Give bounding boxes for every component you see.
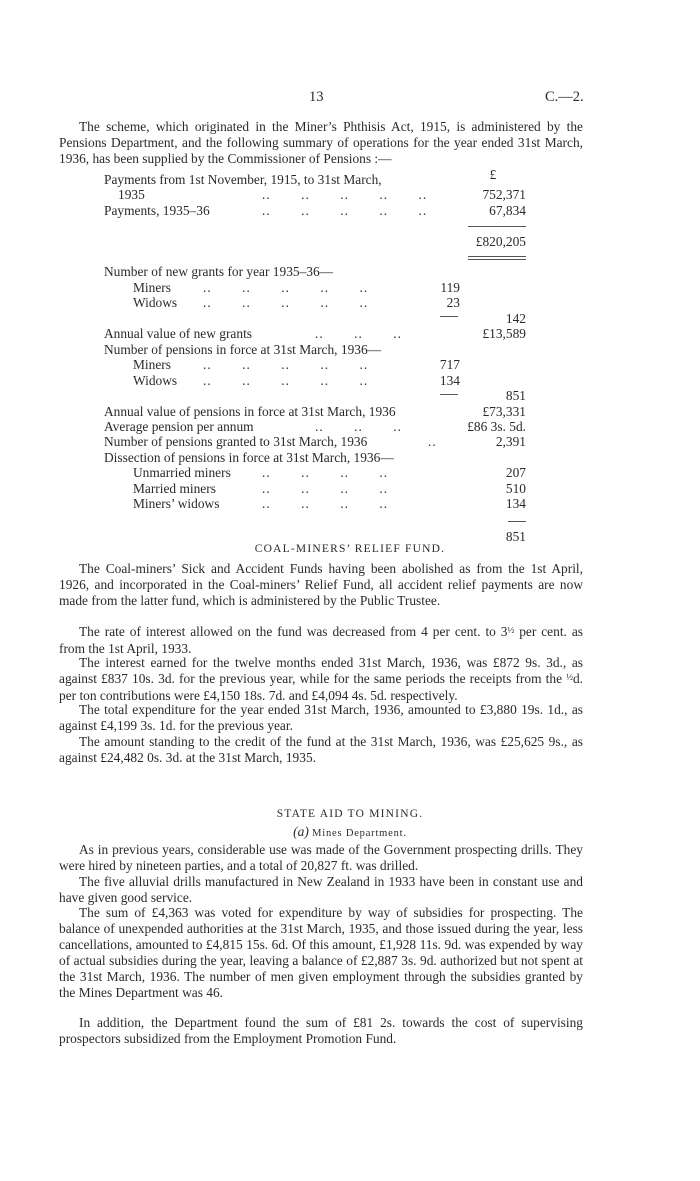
widows-in-force: 134 xyxy=(439,373,460,388)
state-aid-paragraph-3: The sum of £4,363 was voted for expenditure by way of subsidies for prospecting. The balance of unexpended authorities at the 31st March, 1935, and those issued during the year, less cancellations, amounted to £4,815 15s. 6d. Of this amount, £1,928 11s. 9d. was expended by way of actual subsidies during the year, leaving a balance of £2,887 3s. 9d. authorized but not spent at the 31st March, 1936. The number of men given employment through the subsidies granted by the Mines Department was 46. xyxy=(59,905,583,1000)
miners-label: Miners xyxy=(133,280,171,295)
miners-widows-value: 134 xyxy=(505,496,526,511)
dissection-total: 851 xyxy=(505,529,526,544)
document-reference: C.—2. xyxy=(545,89,584,105)
fraction-half: ½ xyxy=(566,672,573,682)
annual-in-force-value: £73,331 xyxy=(482,404,526,419)
annual-in-force-label: Annual value of pensions in force at 31st March, 1936 xyxy=(104,404,396,419)
widows-label: Widows xyxy=(133,373,178,388)
fraction-half: ½ xyxy=(507,625,515,635)
miners-new-grants: 119 xyxy=(440,280,460,295)
widows-new-grants: 23 xyxy=(446,295,460,310)
payments-total: £820,205 xyxy=(475,234,526,249)
subsection-heading-mines-department xyxy=(0,824,700,840)
miners-widows-label: Miners’ widows xyxy=(133,496,220,511)
leader-dots: .. .. .. .. .. xyxy=(203,373,369,388)
pensions-in-force-label: Number of pensions in force at 31st March, 1936— xyxy=(104,342,382,357)
section-heading-coal-miners: COAL-MINERS’ RELIEF FUND. xyxy=(254,543,446,555)
average-pension-label: Average pension per annum xyxy=(104,419,254,434)
leader-dots: .. .. .. .. xyxy=(262,465,389,480)
coal-paragraph-2 xyxy=(59,624,583,657)
payments-line-1a: Payments from 1st November, 1915, to 31st March, xyxy=(104,172,382,187)
pensions-granted-label: Number of pensions granted to 31st March, 1936 xyxy=(104,434,368,449)
annual-new-grants-value: £13,589 xyxy=(482,326,526,341)
widows-label: Widows xyxy=(133,295,178,310)
subsection-title: Mines Department. xyxy=(312,828,407,839)
leader-dots: .. .. .. .. .. xyxy=(262,203,428,218)
state-aid-paragraph-2: The five alluvial drills manufactured in New Zealand in 1933 have been in constant use and have given good service. xyxy=(59,874,583,905)
leader-dots: .. .. .. xyxy=(315,326,402,341)
leader-dots: .. .. .. .. .. xyxy=(203,280,369,295)
average-pension-value: £86 3s. 5d. xyxy=(467,419,526,434)
leader-dots: .. .. .. .. xyxy=(262,496,389,511)
coal-paragraph-3-text: The interest earned for the twelve months ended 31st March, 1936, was £872 9s. 3d., as against £837 10s. 3d. for the previous year, while for the same periods the receipts from the xyxy=(59,655,583,686)
total-double-rule-bottom xyxy=(468,259,526,260)
page-number: 13 xyxy=(309,89,324,105)
miners-in-force: 717 xyxy=(439,357,460,372)
new-grants-label: Number of new grants for year 1935–36— xyxy=(104,264,334,279)
coal-paragraph-3-text-end: d. per ton contributions were £4,150 18s. 7d. and £4,094 4s. 5d. respectively. xyxy=(59,671,583,703)
leader-dots: .. xyxy=(428,434,437,449)
leader-dots: .. .. .. .. .. xyxy=(262,187,428,202)
coal-paragraph-5: The amount standing to the credit of the fund at the 31st March, 1936, was £25,625 9s., as against £24,482 0s. 3d. at the 31st March, 1935. xyxy=(59,734,583,765)
intro-paragraph: The scheme, which originated in the Miner’s Phthisis Act, 1915, is administered by the Pensions Department, and the following summary of operations for the year ended 31st March, 1936, has been supplied by the Commissioner of Pensions :— xyxy=(59,119,583,166)
annual-new-grants-label: Annual value of new grants xyxy=(104,326,252,341)
payments-line-1b: 1935 xyxy=(118,187,145,202)
dissection-label: Dissection of pensions in force at 31st March, 1936— xyxy=(104,450,394,465)
leader-dots: .. .. .. xyxy=(315,419,402,434)
state-aid-paragraph-1: As in previous years, considerable use was made of the Government prospecting drills. They were hired by nineteen parties, and a total of 20,827 ft. was drilled. xyxy=(59,842,583,873)
pensions-granted-value: 2,391 xyxy=(495,434,526,449)
unmarried-miners-label: Unmarried miners xyxy=(133,465,231,480)
coal-paragraph-1: The Coal-miners’ Sick and Accident Funds having been abolished as from the 1st April, 1926, and incorporated in the Coal-miners’ Relief Fund, all accident relief payments are now made from the latter fund, which is administered by the Public Trustee. xyxy=(59,561,583,608)
subtotal-rule xyxy=(468,226,526,227)
unmarried-miners-value: 207 xyxy=(505,465,526,480)
page-header xyxy=(0,89,700,109)
married-miners-value: 510 xyxy=(505,481,526,496)
payments-line-2: Payments, 1935–36 xyxy=(104,203,210,218)
coal-paragraph-4: The total expenditure for the year ended 31st March, 1936, amounted to £3,880 19s. 1d., as against £4,199 3s. 1d. for the previous year. xyxy=(59,702,583,733)
payments-value-2: 67,834 xyxy=(489,203,526,218)
coal-paragraph-2-text-end: per cent. as from the 1st April, 1933. xyxy=(59,624,583,656)
sum-rule xyxy=(508,521,526,522)
married-miners-label: Married miners xyxy=(133,481,216,496)
total-double-rule-top xyxy=(468,256,526,257)
payments-value-1: 752,371 xyxy=(482,187,526,202)
pensions-in-force-total: 851 xyxy=(505,388,526,403)
miners-label: Miners xyxy=(133,357,171,372)
leader-dots: .. .. .. .. xyxy=(262,481,389,496)
new-grants-total: 142 xyxy=(505,311,526,326)
coal-paragraph-2-text: The rate of interest allowed on the fund was decreased from 4 per cent. to 3 xyxy=(79,624,508,639)
leader-dots: .. .. .. .. .. xyxy=(203,357,369,372)
leader-dots: .. .. .. .. .. xyxy=(203,295,369,310)
subsection-prefix: (a) xyxy=(293,824,313,839)
state-aid-paragraph-4: In addition, the Department found the sum of £81 2s. towards the cost of supervising prospectors subsidized from the Employment Promotion Fund. xyxy=(59,1015,583,1046)
coal-paragraph-3 xyxy=(59,655,583,704)
currency-column-header: £ xyxy=(489,167,497,182)
section-heading-state-aid: STATE AID TO MINING. xyxy=(276,808,424,820)
